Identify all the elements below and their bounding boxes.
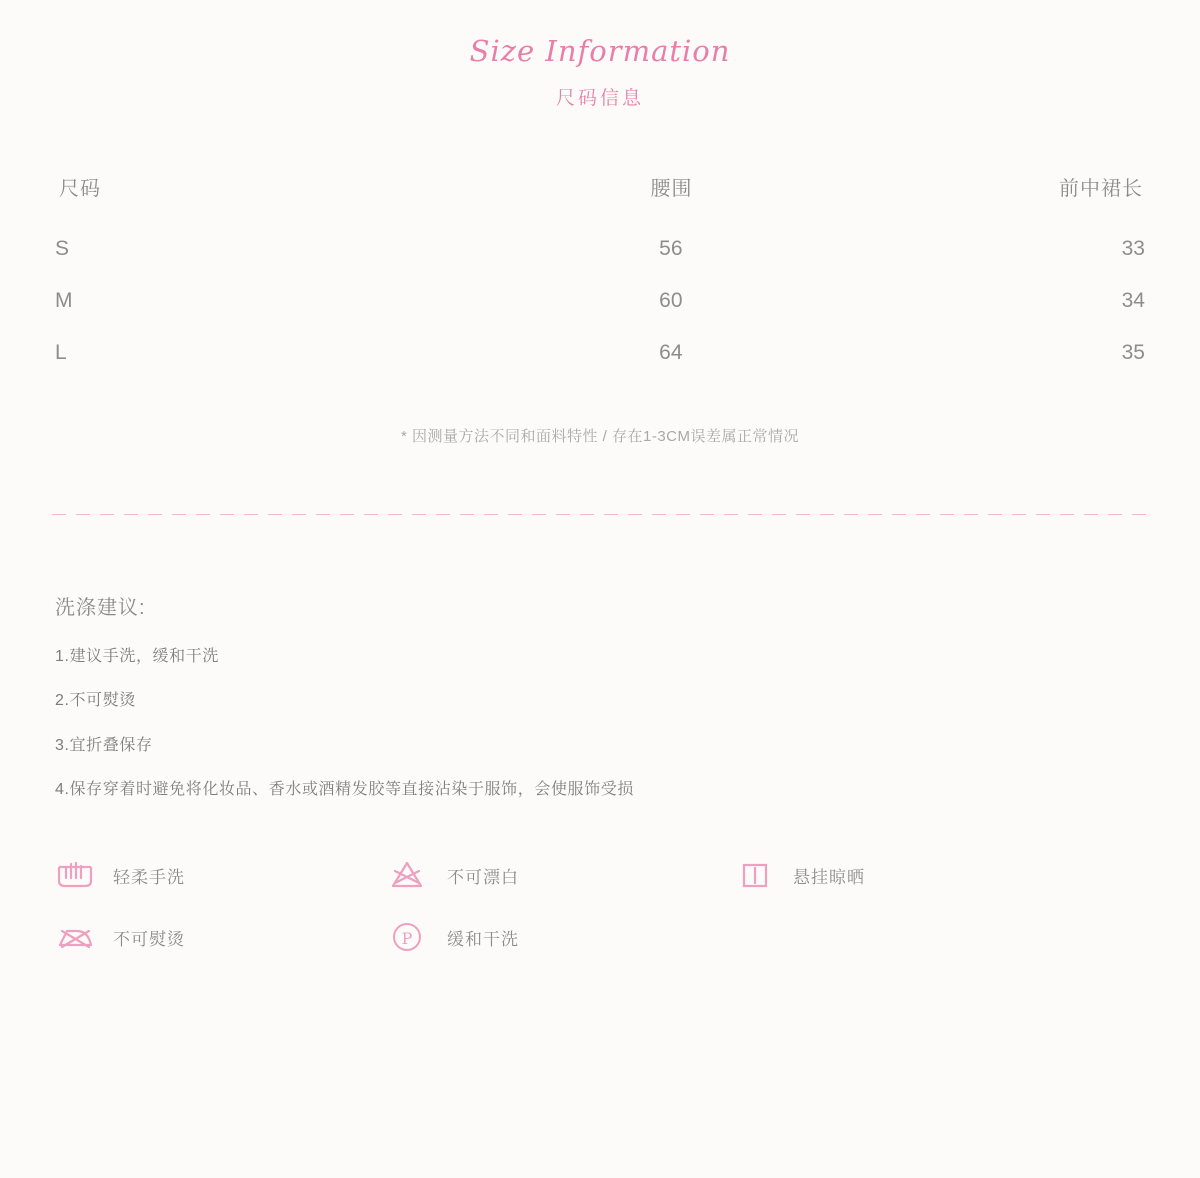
page-header bbox=[0, 0, 1200, 110]
list-item: 3.宜折叠保存 bbox=[55, 736, 153, 754]
care-symbol-gentle-dry-clean bbox=[387, 917, 727, 957]
table-header-row bbox=[55, 172, 1145, 201]
page-title-english: Size Information bbox=[469, 34, 731, 68]
measurement-note: * 因测量方法不同和面料特性 / 存在1-3CM误差属正常情况 bbox=[400, 427, 800, 445]
care-symbol-hang-dry bbox=[735, 855, 1075, 895]
care-instruction-list bbox=[55, 646, 1145, 802]
list-item: 1.建议手洗，缓和干洗 bbox=[55, 647, 219, 665]
care-symbol-hand-wash bbox=[55, 855, 395, 895]
cell-size: M bbox=[55, 288, 74, 312]
cell-size: L bbox=[55, 340, 68, 364]
cell-size: S bbox=[55, 236, 71, 260]
gentle-dry-clean-icon bbox=[387, 917, 433, 957]
hang-dry-icon bbox=[735, 855, 781, 895]
care-symbol-row bbox=[55, 855, 1145, 895]
svg-text:P: P bbox=[401, 929, 413, 949]
table-row bbox=[55, 201, 1145, 275]
table-row bbox=[55, 275, 1145, 327]
no-iron-icon bbox=[55, 917, 101, 957]
list-item: 2.不可熨烫 bbox=[55, 692, 136, 710]
care-symbol-grid bbox=[55, 855, 1145, 957]
cell-length: 35 bbox=[1121, 340, 1145, 364]
page-title-chinese: 尺码信息 bbox=[555, 87, 644, 109]
care-symbol-label: 不可漂白 bbox=[447, 867, 519, 887]
cell-waist: 64 bbox=[659, 340, 683, 364]
care-section-title: 洗涤建议: bbox=[55, 596, 146, 619]
cell-waist: 60 bbox=[659, 288, 683, 312]
column-header-size: 尺码 bbox=[59, 177, 101, 200]
care-symbol-label: 悬挂晾晒 bbox=[793, 867, 865, 887]
care-symbol-label: 不可熨烫 bbox=[113, 929, 185, 949]
list-item: 4.保存穿着时避免将化妆品、香水或酒精发胶等直接沾染于服饰，会使服饰受损 bbox=[55, 780, 634, 798]
column-header-length: 前中裙长 bbox=[1059, 177, 1143, 200]
care-symbol-no-bleach bbox=[387, 855, 727, 895]
care-symbol-label: 轻柔手洗 bbox=[113, 867, 185, 887]
hand-wash-icon bbox=[55, 855, 101, 895]
care-symbol-no-iron bbox=[55, 917, 395, 957]
cell-waist: 56 bbox=[659, 236, 683, 260]
cell-length: 34 bbox=[1121, 288, 1145, 312]
column-header-waist: 腰围 bbox=[650, 177, 693, 200]
care-symbol-label: 缓和干洗 bbox=[447, 929, 519, 949]
care-section bbox=[0, 515, 1200, 958]
table-row bbox=[55, 327, 1145, 379]
care-symbol-row bbox=[55, 917, 1145, 957]
no-bleach-icon bbox=[387, 855, 433, 895]
table-body bbox=[55, 201, 1145, 379]
cell-length: 33 bbox=[1121, 236, 1145, 260]
size-table bbox=[0, 172, 1200, 446]
